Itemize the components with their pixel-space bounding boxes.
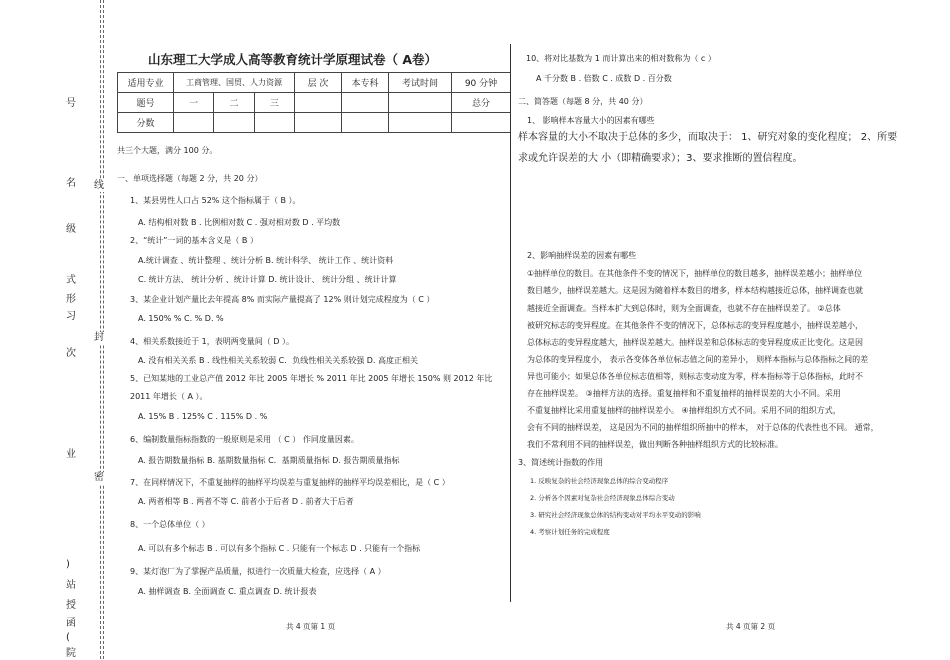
- option-line: A.统计调查 、统计整理 、统计分析 B. 统计科学、 统计工作 、统计资料: [138, 256, 394, 265]
- question-line: 2011 年增长（ A ）。: [130, 392, 208, 401]
- exam-title: 山东理工大学成人高等教育统计学原理试卷（ A卷）: [148, 52, 438, 67]
- gutter-char: 习: [66, 311, 76, 322]
- option-line: A. 报告期数量指标 B. 基期数量指标 C．基期质量指标 D. 报告期质量指标: [138, 456, 400, 465]
- answer-line: 4. 考察计划任务的完成程度: [530, 528, 610, 536]
- table-cell: 90 分钟: [452, 73, 511, 93]
- table-cell: [295, 93, 342, 113]
- gutter-char: ): [66, 559, 70, 570]
- option-line: A 千分数 B . 倍数 C . 成数 D . 百分数: [536, 74, 672, 83]
- table-cell: [254, 113, 294, 133]
- exam-intro: 共三个大题，满分 100 分。: [117, 146, 218, 155]
- gutter-char: 站: [66, 580, 76, 591]
- gutter-char: 名: [66, 178, 76, 189]
- short-question-title: 3、简述统计指数的作用: [518, 458, 604, 467]
- option-line: A. 150% % C. % D. %: [138, 314, 224, 323]
- table-row: [118, 93, 511, 113]
- option-line: A. 没有相关关系 B . 线性相关关系较弱 C．负线性相关关系较强 D. 高度正相关: [138, 356, 418, 365]
- table-cell: 适用专业: [118, 73, 174, 93]
- table-cell: 本专科: [342, 73, 389, 93]
- table-cell: 工商管理、国贸、人力资源: [174, 73, 295, 93]
- answer-line: 被研究标志的变异程度。在其他条件不变的情况下，总体标志的变异程度越小，抽样误差越小，: [527, 321, 863, 330]
- gutter-char: 级: [66, 224, 76, 235]
- page-footer-left: 共 4 页第 1 页: [286, 622, 336, 631]
- table-row: [118, 113, 511, 133]
- option-line: A. 结构相对数 B . 比例相对数 C . 强对相对数 D . 平均数: [138, 218, 341, 227]
- answer-line: 求或允许误差的大 小（即精确要求）；3、要求推断的置信程度。: [518, 153, 803, 164]
- table-cell: 层 次: [295, 73, 342, 93]
- table-cell: [214, 113, 254, 133]
- table-cell: 一: [174, 93, 214, 113]
- question-line: 7、在同样情况下，不重复抽样的抽样平均误差与重复抽样的抽样平均误差相比，是（ C ）: [130, 478, 450, 487]
- table-cell: 三: [254, 93, 294, 113]
- answer-line: 3. 研究社会经济现象总体的结构变动对平均水平变动的影响: [530, 511, 701, 519]
- table-cell: [389, 93, 452, 113]
- table-cell: [174, 113, 214, 133]
- question-line: 10、将对比基数为 1 而计算出来的相对数称为（ c ）: [526, 54, 716, 63]
- seal-line-char: 封: [94, 332, 104, 343]
- answer-line: ①抽样单位的数目。在其他条件不变的情况下，抽样单位的数目越多，抽样误差越小；抽样单位: [527, 269, 863, 278]
- option-line: A. 可以有多个标志 B . 可以有多个指标 C . 只能有一个标志 D . 只能有一个指标: [138, 544, 421, 553]
- question-line: 2、“统计”一词的基本含义是（ B ）: [130, 236, 258, 245]
- short-question-title: 1、 影响样本容量大小的因素有哪些: [527, 116, 655, 125]
- question-line: 1、某县男性人口占 52% 这个指标属于（ B ）。: [130, 196, 301, 205]
- question-line: 8、一个总体单位（ ）: [130, 520, 210, 529]
- question-line: 3、某企业计划产量比去年提高 8% 而实际产量提高了 12% 则计划完成程度为（ C ）: [130, 295, 435, 304]
- answer-line: 异也可能小；如果总体各单位标志值相等，则标志变动度为零，样本指标等于总体指标，此时不: [527, 372, 863, 381]
- option-line: A. 抽样调查 B. 全面调查 C. 重点调查 D. 统计报表: [138, 587, 317, 596]
- exam-info-table: [117, 72, 511, 133]
- option-line: A. 15% B . 125% C . 115% D . %: [138, 412, 268, 421]
- gutter-char: 形: [66, 294, 76, 305]
- answer-line: 越接近全面调查。当样本扩大到总体时，则为全面调查，也就不存在抽样误差了。 ②总体: [527, 304, 841, 313]
- seal-line-char: 线: [94, 180, 104, 191]
- inner-dashed-line: [103, 0, 104, 659]
- table-cell: 题号: [118, 93, 174, 113]
- answer-line: 数目越少，抽样误差越大。这是因为随着样本数目的增多，样本结构越接近总体，抽样调查也就: [527, 286, 863, 295]
- page-footer-right: 共 4 页第 2 页: [726, 622, 776, 631]
- section-2-heading: 二、简答题（每题 8 分，共 40 分）: [518, 97, 648, 106]
- page-divider: [510, 44, 511, 602]
- section-1-heading: 一、单项选择题（每题 2 分，共 20 分）: [117, 174, 263, 183]
- table-cell: [389, 113, 452, 133]
- gutter-char: 函: [66, 618, 76, 629]
- answer-line: 样本容量的大小不取决于总体的多少，而取决于： 1、研究对象的变化程度； 2、所要: [518, 132, 898, 143]
- answer-line: 存在抽样误差。 ③抽样方法的选择。重复抽样和不重复抽样的抽样误差的大小不同。采用: [527, 389, 841, 398]
- gutter-char: 号: [66, 98, 76, 109]
- gutter-char: 院: [66, 648, 76, 659]
- answer-line: 总体标志的变异程度越大，抽样误差越大。抽样误差和总体标志的变异程度成正比变化。这是因: [527, 338, 863, 347]
- question-line: 6、编制数量指标指数的一般原则是采用 （ C ） 作同度量因素。: [130, 435, 359, 444]
- outer-dashed-line: [100, 0, 101, 659]
- answer-line: 不重复抽样比采用重复抽样的抽样误差小。 ④抽样组织方式不同。采用不同的组织方式，: [527, 406, 841, 415]
- gutter-char: 式: [66, 275, 76, 286]
- question-line: 4、相关系数接近于 1，表明两变量间（ D ）。: [130, 337, 294, 346]
- table-cell: 总分: [452, 93, 511, 113]
- table-cell: [452, 113, 511, 133]
- answer-line: 2. 分析各个因素对复杂社会经济现象总体综合变动: [530, 494, 675, 502]
- table-cell: 考试时间: [389, 73, 452, 93]
- table-cell: [342, 93, 389, 113]
- option-line: C. 统计方法、 统计分析 、统计计算 D. 统计设计、 统计分组 、统计计算: [138, 275, 397, 284]
- short-question-title: 2、影响抽样误差的因素有哪些: [527, 251, 637, 260]
- question-line: 5、已知某地的工业总产值 2012 年比 2005 年增长 % 2011 年比 2005 年增长 150% 则 2012 年比: [130, 374, 493, 383]
- table-cell: [295, 113, 342, 133]
- answer-line: 1. 反映复杂的社会经济现象总体的综合变动程序: [530, 477, 669, 485]
- table-cell: 二: [214, 93, 254, 113]
- question-line: 9、某灯泡厂为了掌握产品质量，拟进行一次质量大检查，应选择（ A ）: [130, 567, 386, 576]
- gutter-char: 次: [66, 348, 76, 359]
- answer-line: 为总体的变异程度小， 表示各变体各单位标志值之间的差异小， 则样本指标与总体指标之间的差: [527, 355, 869, 364]
- gutter-char: 业: [66, 449, 76, 460]
- seal-line-char: 密: [94, 472, 104, 483]
- answer-line: 我们不常利用不同的抽样误差，做出判断各种抽样组织方式的比较标准。: [527, 440, 783, 449]
- gutter-char: (: [66, 632, 70, 643]
- table-row: [118, 73, 511, 93]
- table-cell: [342, 113, 389, 133]
- gutter-char: 授: [66, 600, 76, 611]
- option-line: A. 两者相等 B . 两者不等 C. 前者小于后者 D . 前者大于后者: [138, 497, 354, 506]
- answer-line: 会有不同的抽样误差， 这是因为不同的抽样组织所抽中的样本， 对于总体的代表性也不同。 通常，: [527, 423, 879, 432]
- table-cell: 分数: [118, 113, 174, 133]
